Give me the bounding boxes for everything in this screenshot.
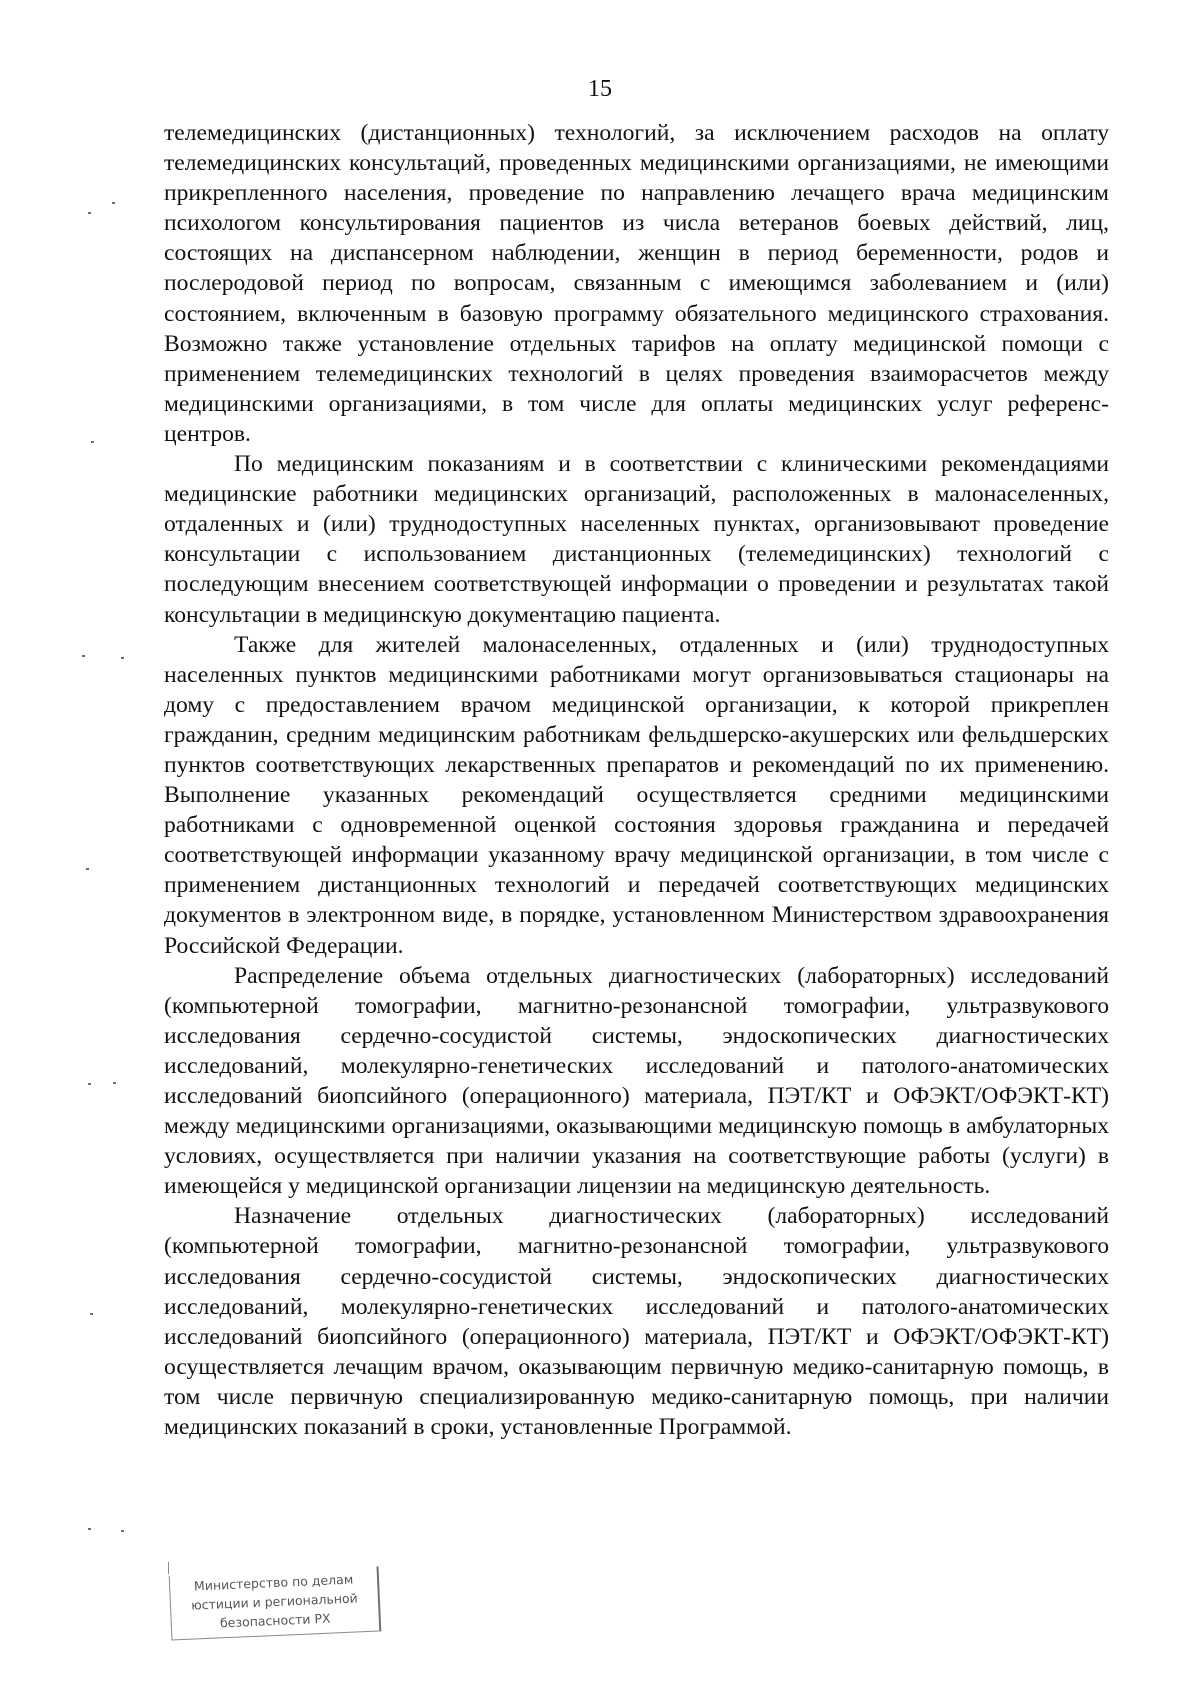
stamp-line-1: Министерство по делам [193,1571,354,1594]
scan-artifact-dot [88,1528,91,1530]
stamp-line-2: юстиции и региональной [190,1590,359,1613]
stamp-frame-corner [168,1562,199,1574]
scan-artifact-dot [90,1313,93,1315]
scan-artifact-dot [91,441,94,443]
scan-artifact-dot [121,1530,124,1532]
document-body [164,118,1109,1442]
stamp-line-3: безопасности РХ [219,1610,331,1631]
paragraph-2: По медицинским показаниям и в соответствии с клиническими рекомендациями медицинские работники медицинских организаций, расположенных в малонаселенных, отдаленных и (или) труднодоступных населенных пунктах, организовывают проведение консультации с использованием дистанционных (телемедицинских) технологий с последующим внесением соответствующей информации о проведении и результатах такой консультации в медицинскую документацию пациента. [164,451,1109,628]
scan-artifact-dot [121,657,124,659]
scan-artifact-dot [88,212,91,214]
page-number: 15 [588,76,612,102]
scan-artifact-dot [82,655,85,657]
paragraph-4: Распределение объема отдельных диагностических (лабораторных) исследований (компьютерной томографии, магнитно-резонансной томографии, ультразвукового исследования сердечно-сосудистой системы, эндоскопических диагностических исследований, молекулярно-генетических исследований и патолого-анатомических исследований биопсийного (операционного) материала, ПЭТ/КТ и ОФЭКТ/ОФЭКТ-КТ) между медицинскими организациями, оказывающими медицинскую помощь в амбулаторных условиях, осуществляется при наличии указания на соответствующие работы (услуги) в имеющейся у медицинской организации лицензии на медицинскую деятельность. [164,962,1109,1200]
paragraph-3: Также для жителей малонаселенных, отдаленных и (или) труднодоступных населенных пунктов медицинскими работниками могут организовываться стационары на дому с предоставлением врачом медицинской организации, к которой прикреплен гражданин, средним медицинским работникам фельдшерско-акушерских или фельдшерских пунктов соответствующих лекарственных препаратов и рекомендаций по их применению. Выполнение указанных рекомендаций осуществляется средними медицинскими работниками с одновременной оценкой состояния здоровья гражданина и передачей соответствующей информации указанному врачу медицинской организации, в том числе с применением дистанционных технологий и передачей соответствующих медицинских документов в электронном виде, в порядке, установленном Министерством здравоохранения Российской Федерации. [164,631,1109,959]
paragraph-5: Назначение отдельных диагностических (лабораторных) исследований (компьютерной томографии, магнитно-резонансной томографии, ультразвукового исследования сердечно-сосудистой системы, эндоскопических диагностических исследований, молекулярно-генетических исследований и патолого-анатомических исследований биопсийного (операционного) материала, ПЭТ/КТ и ОФЭКТ/ОФЭКТ-КТ) осуществляется лечащим врачом, оказывающим первичную медико-санитарную помощь, в том числе первичную специализированную медико-санитарную помощь, при наличии медицинских показаний в сроки, установленные Программой. [164,1203,1109,1441]
ministry-stamp [169,1566,382,1640]
paragraph-1: телемедицинских (дистанционных) технологий, за исключением расходов на оплату телемедицинских консультаций, проведенных медицинскими организациями, не имеющими прикрепленного населения, проведение по направлению лечащего врача медицинским психологом консультирования пациентов из числа ветеранов боевых действий, лиц, состоящих на диспансерном наблюдении, женщин в период беременности, родов и послеродовой период по вопросам, связанным с имеющимся заболеванием и (или) состоянием, включенным в базовую программу обязательного медицинского страхования. Возможно также установление отдельных тарифов на оплату медицинской помощи с применением телемедицинских технологий в целях проведения взаиморасчетов между медицинскими организациями, в том числе для оплаты медицинских услуг референс-центров. [164,120,1109,447]
scan-artifact-dot [112,202,115,204]
scan-artifact-dot [86,868,89,870]
scan-artifact-dot [113,1082,116,1084]
scan-artifact-dot [88,1083,91,1085]
